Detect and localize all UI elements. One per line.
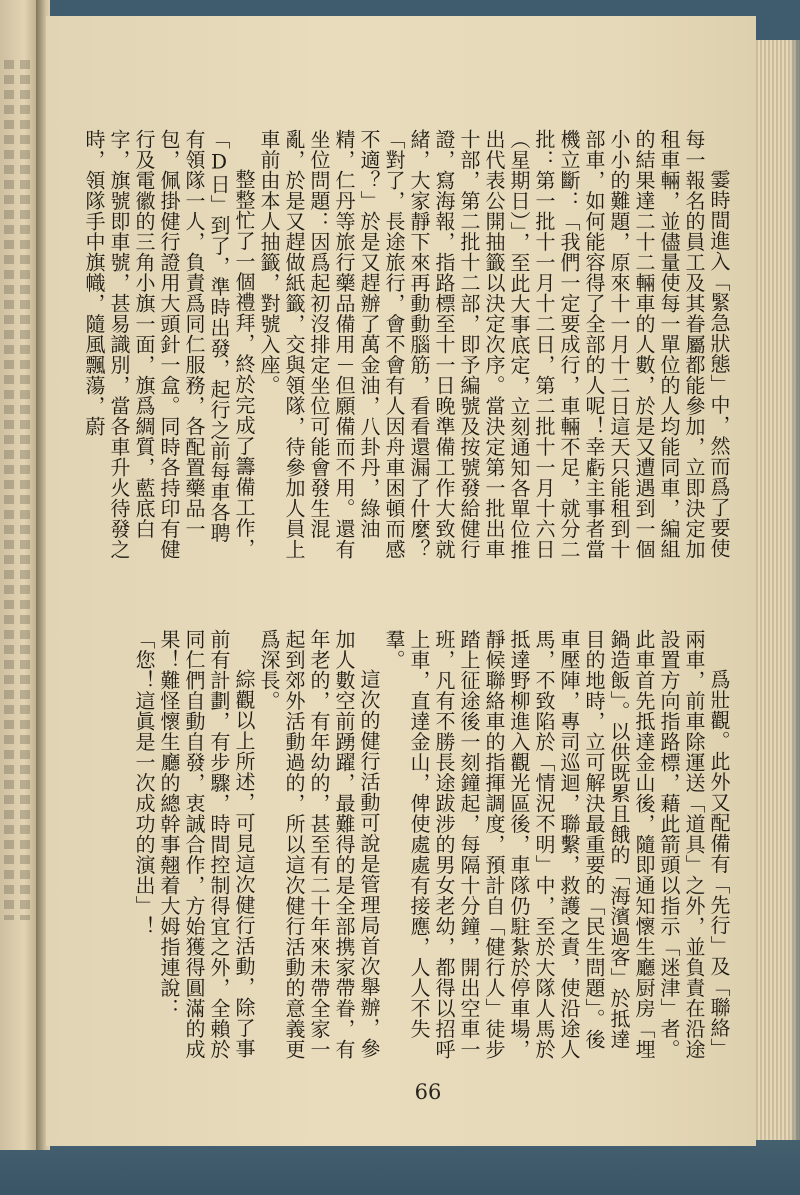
background xyxy=(0,1140,800,1195)
book-page xyxy=(46,16,756,1146)
paragraph: 爲壯觀。此外又配備有「先行」及「聯絡」兩車，前車除運送「道具」之外，並負責在沿途設置方向指路標，藉此箭頭以指示「迷津」者。此車首先抵達金山後，隨即通知懷生廳厨房「埋鍋造飯」。以供既累且餓的「海濱過客」於抵達目的地時，立可解決最重要的「民生問題」。後車壓陣，專司巡迴，聯繫，救護之責，使沿途人馬，不致陷於「情況不明」中，至於大隊人馬於抵達野柳進入觀光區後，車隊仍駐紮於停車場，靜候聯絡車的指揮調度，預計自「健行人」徒步踏上征途後一刻鐘起，每隔十分鐘，開出空車一班，凡有不勝長途跋涉的男女老幼，都得以招呼上車，直達金山，俾使處處有接應，人人不失羣。 xyxy=(382,629,731,1060)
paragraph: 整整忙了一個禮拜，終於完成了籌備工作，「D日」到了，準時出發，起行之前每車各聘有領隊一人，負責爲同仁服務，各配置藥品一包，佩掛健行證用大頭針一盒。同時各持印有健行及電徽的三角小旗一面，旗爲綢質，藍底白字，旗號即車號，甚易識別，當各車升火待發之時，領隊手中旗幟，隨風飄蕩，蔚 xyxy=(82,129,256,560)
previous-page-edge xyxy=(0,0,40,1150)
bleed-through-text xyxy=(20,60,30,920)
page-stack-edges xyxy=(756,40,800,1140)
text-block-bottom xyxy=(101,629,731,1061)
page-number: 66 xyxy=(414,1080,442,1104)
paragraph: 霎時間進入「緊急狀態」中，然而爲了要使每一報名的員工及其眷屬都能參加，立即決定加租車輛，並儘量使每一單位的人均能同車，編組的結果達二十二輛車的人數，於是又遭遇到一個小小的難題，原來十一月十二日這天只能租到十部車，如何能容得了全部的人呢！幸虧主事者當機立斷：「我們一定要成行，車輛不足，就分二批：第一批十一月十二日，第二批十一月十六日（星期日）」，至此大事底定，立刻通知各單位推出代表公開抽籤以決定次序。當決定第一批出車十部，第二批十二部，即予編號及按號發給健行證，寫海報，指路標至十一日晚準備工作大致就緒，大家靜下來再動動腦筋，看看還漏了什麼？「對了，長途旅行，會不會有人因舟車困頓而感不適？」於是又趕辦了萬金油，八卦丹，綠油精，仁丹等旅行藥品備用－但願備而不用。還有坐位問題：因爲起初沒排定坐位可能會發生混亂，於是又趕做紙籤，交與領隊，待參加人員上車前由本人抽籤，對號入座。 xyxy=(257,129,731,560)
paragraph: 綜觀以上所述，可見這次健行活動，除了事前有計劃，有步驟，時間控制得宜之外，全賴於同仁們自動自發，衷誠合作，方始獲得圓滿的成果！難怪懷生廳的總幹事翹着大姆指連說：「您！這眞是一次成功的演出」！ xyxy=(132,629,256,1060)
text-block-top xyxy=(82,129,731,561)
bleed-through-text xyxy=(4,60,14,920)
paragraph: 這次的健行活動可說是管理局首次舉辦，參加人數空前踴躍，最難得的是全部携家帶眷，有年老的，有年幼的，甚至有二十年來未帶全家一起到郊外活動過的，所以這次健行活動的意義更爲深長。 xyxy=(257,629,381,1060)
